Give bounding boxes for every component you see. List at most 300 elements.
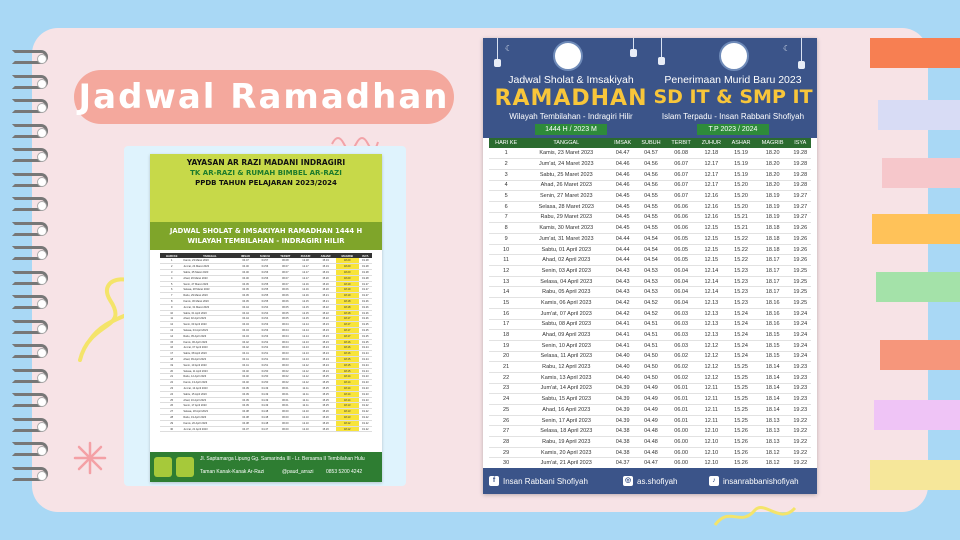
table-cell: 06.08 [666,148,696,159]
logo-icon [154,457,172,477]
table-cell: 12.14 [296,333,316,339]
table-cell: Ahad, 02 April 2023 [523,255,609,266]
table-cell: 04.49 [255,403,275,409]
table-cell: 18.20 [756,148,790,159]
table-cell: 3 [160,270,183,276]
table-cell: Jum'at, 21 April 2023 [523,458,609,469]
table-cell: 04.46 [236,264,254,270]
left-poster-header [150,154,382,222]
table-cell: 04.53 [255,328,275,334]
table-cell: 06.05 [275,310,296,316]
tab-green[interactable] [876,272,960,302]
table-cell: 06.01 [275,397,296,403]
table-cell: 04.44 [236,304,254,310]
table-cell: 19.22 [359,426,372,432]
table-cell: 12.11 [696,383,726,394]
table-cell: 12.12 [296,362,316,368]
table-row [489,298,811,309]
table-cell: 06.02 [666,351,696,362]
table-cell: Senin, 17 April 2023 [523,415,609,426]
table-cell: 04.40 [236,374,254,380]
table-cell: 04.48 [636,437,666,448]
table-cell: 12.15 [296,299,316,305]
table-cell: 7 [160,293,183,299]
left-poster-school: TK AR-RAZI & RUMAH BIMBEL AR-RAZI [190,169,342,177]
table-cell: 19.25 [790,266,811,277]
table-row [489,266,811,277]
table-cell: Rabu, 05 April 2023 [183,333,236,339]
table-cell: 04.39 [236,386,254,392]
table-cell: 06.02 [275,368,296,374]
table-cell: 06.00 [275,409,296,415]
table-cell: 12.16 [296,287,316,293]
table-cell: 04.45 [609,223,636,234]
table-row [489,287,811,298]
table-cell: 04.40 [609,372,636,383]
table-cell: 15.20 [315,287,335,293]
right-poster-footer [483,468,817,494]
table-cell: Ahad, 09 April 2023 [183,357,236,363]
table-cell: 18.18 [336,299,359,305]
table-cell: 18 [489,330,523,341]
spiral-ring [12,344,48,358]
tab-lavender[interactable] [878,100,960,130]
tab-yellow[interactable] [872,214,960,244]
table-cell: 19.22 [359,403,372,409]
table-cell: Sabtu, 25 Maret 2023 [523,169,609,180]
table-cell: 18.15 [336,357,359,363]
table-cell: 04.49 [636,415,666,426]
table-row [489,180,811,191]
table-cell: 04.43 [609,266,636,277]
table-cell: 04.54 [636,255,666,266]
table-cell: Kamis, 23 Maret 2023 [523,148,609,159]
table-cell: Jum'at, 14 April 2023 [523,383,609,394]
table-cell: 19.27 [790,191,811,202]
table-cell: 06.00 [666,426,696,437]
table-cell: 18.20 [756,169,790,180]
table-cell: 04.45 [236,293,254,299]
table-cell: 06.02 [275,374,296,380]
table-cell: Kamis, 06 April 2023 [183,339,236,345]
table-cell: 19.26 [359,316,372,322]
table-cell: 19.22 [790,415,811,426]
table-cell: 18.19 [336,281,359,287]
table-cell: Selasa, 18 April 2023 [183,409,236,415]
table-cell: 15.25 [315,403,335,409]
table-cell: 19.23 [359,386,372,392]
table-cell: Jum'at, 14 April 2023 [183,386,236,392]
table-cell: 12.13 [696,308,726,319]
table-cell: 21 [489,362,523,373]
table-cell: 04.57 [255,258,275,264]
table-cell: 06.05 [666,255,696,266]
table-cell: 12.16 [696,201,726,212]
table-cell: 12.15 [696,223,726,234]
spiral-ring [12,442,48,456]
table-cell: 26 [489,415,523,426]
lantern-icon [633,38,634,50]
table-cell: 19 [160,362,183,368]
table-cell: 19.25 [790,287,811,298]
table-cell: 15.26 [315,415,335,421]
table-cell: 18.12 [756,447,790,458]
table-row [489,223,811,234]
right-poster-schedule-title: Jadwal Sholat & Imsakiyah [508,74,634,86]
table-cell: 15.20 [726,180,755,191]
table-cell: Kamis, 30 Maret 2023 [183,299,236,305]
table-cell: 12.16 [296,281,316,287]
table-cell: 30 [160,426,183,432]
table-cell: 12.13 [696,319,726,330]
table-cell: 18.20 [336,275,359,281]
table-header: MAGRIB [336,253,359,258]
table-cell: 06.03 [666,340,696,351]
lantern-icon [801,38,802,62]
table-cell: 04.43 [609,287,636,298]
table-cell: 19.24 [359,345,372,351]
table-cell: 06.02 [275,380,296,386]
table-cell: Kamis, 23 Maret 2023 [183,258,236,264]
table-cell: 04.53 [255,333,275,339]
table-cell: 04.54 [255,316,275,322]
table-cell: 12.15 [696,244,726,255]
table-cell: 04.55 [255,293,275,299]
table-cell: 19.27 [359,287,372,293]
table-cell: 04.44 [236,310,254,316]
table-cell: 18.12 [336,426,359,432]
table-cell: 15.26 [726,426,755,437]
table-cell: 17 [489,319,523,330]
table-cell: 18.15 [336,362,359,368]
table-cell: 04.51 [636,319,666,330]
table-cell: Selasa, 28 Maret 2023 [183,287,236,293]
table-cell: 15.19 [315,258,335,264]
table-cell: Sabtu, 15 April 2023 [523,394,609,405]
table-cell: 18.18 [756,244,790,255]
table-cell: 15.25 [315,386,335,392]
table-header: ISYA [790,138,811,148]
table-cell: Selasa, 04 April 2023 [523,276,609,287]
table-cell: 19.28 [790,169,811,180]
table-cell: 06.04 [275,339,296,345]
table-cell: 18.17 [756,266,790,277]
table-cell: 15.24 [726,330,755,341]
table-cell: 20 [160,368,183,374]
right-poster [483,38,817,494]
table-cell: 12.16 [696,212,726,223]
table-cell: 18.14 [336,374,359,380]
table-cell: Senin, 27 Maret 2023 [183,281,236,287]
table-cell: 04.40 [236,380,254,386]
table-cell: 16 [489,308,523,319]
spiral-ring [12,295,48,309]
table-cell: 06.02 [666,362,696,373]
table-cell: 12.14 [696,266,726,277]
table-cell: 28 [160,415,183,421]
table-cell: 18.13 [756,426,790,437]
table-cell: 11 [160,316,183,322]
table-cell: 18.16 [756,319,790,330]
table-cell: 06.04 [275,322,296,328]
table-cell: 04.42 [609,308,636,319]
table-cell: 19.24 [359,351,372,357]
tab-salmon[interactable] [880,340,960,370]
table-cell: 18.16 [756,298,790,309]
table-cell: 04.53 [636,287,666,298]
table-cell: 04.41 [609,319,636,330]
table-cell: 12.13 [296,351,316,357]
table-cell: Jum'at, 31 Maret 2023 [183,304,236,310]
table-cell: 15.26 [315,420,335,426]
table-cell: 18.17 [756,287,790,298]
left-poster-phone: 0853 5200 4242 [326,469,363,475]
school-logo-icon [719,41,749,71]
tab-pink[interactable] [882,158,960,188]
table-cell: 19.23 [790,383,811,394]
table-cell: 12.14 [696,287,726,298]
table-cell: 04.46 [609,159,636,170]
instagram-link[interactable] [623,476,677,486]
table-cell: 12.17 [296,270,316,276]
table-cell: 12.13 [696,330,726,341]
table-cell: 04.56 [255,270,275,276]
table-cell: 18.19 [336,293,359,299]
table-cell: 16 [160,345,183,351]
table-cell: 15.24 [726,319,755,330]
table-cell: 15.21 [315,299,335,305]
table-cell: 12.11 [296,403,316,409]
table-cell: Selasa, 04 April 2023 [183,328,236,334]
table-cell: 04.50 [636,362,666,373]
table-cell: 04.47 [609,148,636,159]
table-cell: 04.50 [255,374,275,380]
table-cell: 06.03 [275,351,296,357]
table-cell: 06.05 [666,244,696,255]
facebook-icon: f [489,476,499,486]
table-cell: 19.26 [359,304,372,310]
facebook-link[interactable] [489,476,588,486]
table-cell: 15.25 [726,394,755,405]
table-cell: 8 [489,223,523,234]
table-cell: 19.25 [790,276,811,287]
table-cell: 19.22 [790,458,811,469]
table-cell: 15.25 [315,397,335,403]
table-cell: 06.01 [275,386,296,392]
tab-violet[interactable] [874,400,960,430]
table-cell: 18.17 [336,328,359,334]
table-cell: 12 [160,322,183,328]
table-cell: 19.27 [359,293,372,299]
table-row [489,212,811,223]
crescent-icon: ☾ [783,44,791,53]
table-cell: 12.10 [296,420,316,426]
table-cell: 04.44 [609,244,636,255]
table-cell: 12.14 [696,276,726,287]
table-cell: 7 [489,212,523,223]
table-cell: 04.41 [236,351,254,357]
table-cell: 15.25 [726,415,755,426]
table-cell: 15.19 [315,264,335,270]
table-cell: 04.49 [636,394,666,405]
table-cell: 04.43 [236,322,254,328]
table-cell: 18.14 [336,391,359,397]
table-cell: Sabtu, 08 April 2023 [523,319,609,330]
table-cell: 04.53 [636,276,666,287]
left-poster-address: Jl. Saptamarga Lipung Gg. Samarinda III - Lr. Bersama II Tembilahan Hulu [200,456,365,462]
left-poster-footer [150,452,382,482]
table-cell: 18.14 [756,372,790,383]
spiral-ring [12,173,48,187]
table-cell: 19.27 [790,212,811,223]
table-cell: Jum'at, 21 April 2023 [183,426,236,432]
table-cell: 06.02 [666,372,696,383]
table-cell: 12.12 [696,362,726,373]
table-cell: 19.24 [359,368,372,374]
table-cell: 04.56 [636,180,666,191]
table-cell: 06.00 [666,458,696,469]
table-cell: 06.06 [275,287,296,293]
table-cell: 20 [489,351,523,362]
tab-orange[interactable] [870,38,960,68]
table-cell: 15.22 [726,255,755,266]
table-cell: 06.03 [666,319,696,330]
table-cell: 04.45 [609,212,636,223]
table-cell: 19 [489,340,523,351]
table-cell: 12.14 [296,322,316,328]
table-cell: 19.27 [359,281,372,287]
table-cell: 18.20 [336,264,359,270]
table-cell: 18.12 [336,420,359,426]
spiral-ring [12,124,48,138]
table-cell: 04.48 [636,447,666,458]
table-cell: 12.15 [296,304,316,310]
table-row [160,426,372,432]
table-cell: 4 [160,275,183,281]
table-cell: 19.23 [790,394,811,405]
table-row [489,447,811,458]
table-cell: 18.18 [756,234,790,245]
table-cell: 12.15 [296,316,316,322]
table-cell: 25 [489,405,523,416]
table-cell: 19.28 [790,159,811,170]
table-cell: Senin, 03 April 2023 [523,266,609,277]
table-cell: 19.25 [790,298,811,309]
table-cell: 15.25 [315,374,335,380]
table-cell: 12.11 [696,394,726,405]
table-cell: 06.06 [666,223,696,234]
table-cell: 19.24 [790,308,811,319]
spiral-ring [12,148,48,162]
table-cell: Ahad, 16 April 2023 [523,405,609,416]
table-cell: 04.45 [236,299,254,305]
table-cell: 04.52 [636,298,666,309]
table-row [489,169,811,180]
table-cell: 12.13 [296,357,316,363]
table-row [489,426,811,437]
table-cell: 12.13 [296,339,316,345]
table-cell: 11 [489,255,523,266]
right-poster-hijri-year: 1444 H / 2023 M [535,124,607,135]
table-cell: 19.28 [790,148,811,159]
table-header: HARI KE [489,138,523,148]
table-cell: 04.52 [636,308,666,319]
table-cell: 04.55 [636,223,666,234]
table-cell: 04.38 [609,447,636,458]
table-cell: Rabu, 19 April 2023 [183,415,236,421]
spiral-ring [12,246,48,260]
table-cell: 14 [160,333,183,339]
spiral-ring [12,50,48,64]
table-cell: 04.38 [236,415,254,421]
tab-cream[interactable] [870,460,960,490]
table-cell: Senin, 10 April 2023 [523,340,609,351]
right-poster-academic-year: T.P 2023 / 2024 [697,124,769,135]
table-cell: 06.00 [275,426,296,432]
table-cell: 18.16 [336,351,359,357]
table-cell: 26 [160,403,183,409]
table-cell: 19.28 [359,258,372,264]
table-cell: 17 [160,351,183,357]
table-cell: 15.19 [315,270,335,276]
table-cell: 15.24 [726,308,755,319]
table-header: ISYA [359,253,372,258]
table-cell: 21 [160,374,183,380]
school-logo-icon [553,41,583,71]
table-row [489,362,811,373]
left-poster-table [160,253,372,432]
table-cell: 04.45 [236,281,254,287]
table-cell: 18.13 [336,415,359,421]
table-row [489,255,811,266]
table-cell: 25 [160,397,183,403]
table-cell: 15.22 [315,316,335,322]
table-cell: 04.48 [636,426,666,437]
table-cell: 19.23 [359,374,372,380]
table-cell: 04.40 [609,362,636,373]
table-cell: 18.19 [756,201,790,212]
table-row [489,330,811,341]
table-header: MAGRIB [756,138,790,148]
table-cell: 04.51 [255,351,275,357]
table-cell: 19.25 [359,339,372,345]
left-poster-foundation: YAYASAN AR RAZI MADANI INDRAGIRI [186,158,346,167]
table-cell: 18.20 [756,180,790,191]
table-cell: 15.21 [726,223,755,234]
table-cell: Kamis, 13 April 2023 [183,380,236,386]
table-cell: 15.25 [315,380,335,386]
title-pill [74,70,454,124]
table-cell: 04.48 [255,420,275,426]
table-cell: 12.16 [296,293,316,299]
table-cell: 18.13 [756,415,790,426]
table-cell: 04.57 [636,148,666,159]
tiktok-link[interactable] [709,476,799,486]
table-cell: 19.22 [790,447,811,458]
table-cell: 04.42 [609,298,636,309]
table-cell: 15.19 [726,169,755,180]
table-row [489,308,811,319]
table-cell: 18.16 [756,308,790,319]
table-cell: 15.23 [315,328,335,334]
table-cell: 04.44 [609,234,636,245]
table-cell: 15.21 [726,212,755,223]
table-cell: 19.24 [359,362,372,368]
table-cell: 18.15 [756,351,790,362]
left-poster-subheader [150,222,382,250]
table-cell: 15 [489,298,523,309]
table-cell: 04.56 [255,275,275,281]
